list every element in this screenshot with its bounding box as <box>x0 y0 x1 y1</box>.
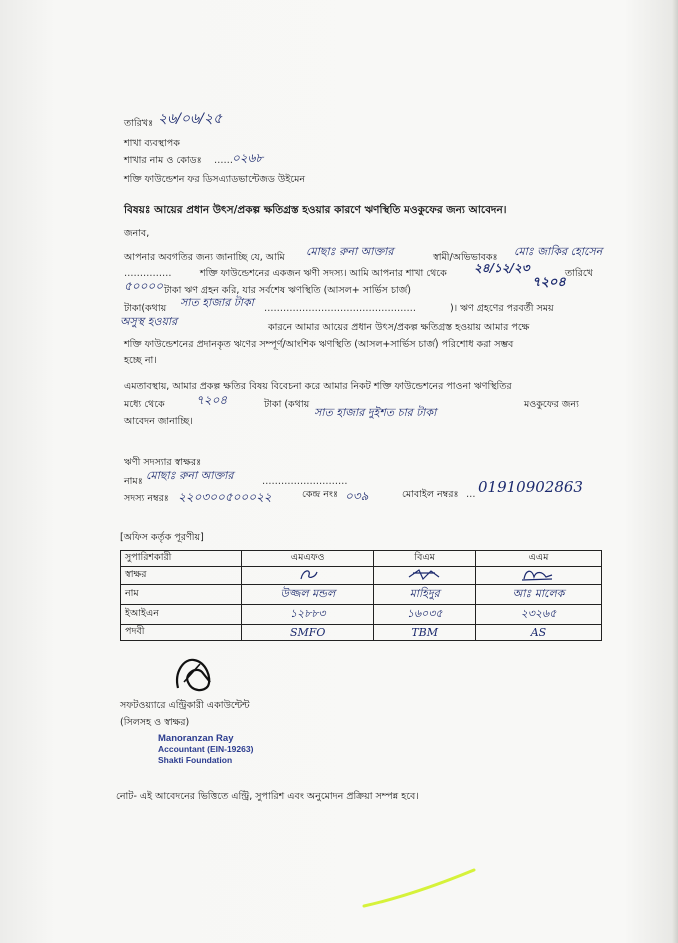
member-center-label: কেন্দ্র নংঃ <box>302 489 339 500</box>
branch-dots: …… <box>214 155 233 166</box>
p2-amount-hw: ৭২০৪ <box>196 393 228 407</box>
signature-cell <box>475 567 601 585</box>
table-cell: মাহিদুর <box>374 585 476 605</box>
p1-guardian-hw: মোঃ জাকির হোসেন <box>514 245 603 258</box>
table-header-cell: এএম <box>475 551 601 567</box>
table-header-cell: এমএফও <box>242 551 374 567</box>
p1-line5: কারনে আমার আয়ের প্রধান উৎস/প্রকল্প ক্ষতিগ্রস্ত হওয়ায় আমার পক্ষে <box>268 322 530 333</box>
table-row <box>121 567 602 585</box>
member-mobile-dots: … <box>466 489 476 500</box>
table-cell: ২৩২৬৫ <box>475 605 601 625</box>
highlighter-stroke <box>360 866 480 910</box>
signature-cell <box>374 567 476 585</box>
table-header-cell: সুপারিশকারী <box>121 551 242 567</box>
p2-line1: এমতাবস্থায়, আমার প্রকল্প ক্ষতির বিষয় বিবেচনা করে আমার নিকট শক্তি ফাউন্ডেশনের পাওনা ঋণস্থিতির <box>124 381 512 392</box>
mfo-signature-mark <box>293 567 323 581</box>
row-label: স্বাক্ষর <box>121 567 242 585</box>
member-mobile-label: মোবাইল নম্বরঃ <box>402 489 459 500</box>
p1-name-hw: মোছাঃ রুনা আক্তার <box>306 245 394 258</box>
table-row <box>121 625 602 641</box>
p2-line2-a: মধ্যে থেকে <box>124 399 165 410</box>
office-heading: [অফিস কর্তৃক পূরণীয়] <box>120 532 204 543</box>
member-name-label: নামঃ <box>124 476 143 487</box>
p2-line3: আবেদন জানাচ্ছি। <box>124 416 193 427</box>
table-header-row <box>121 551 602 567</box>
p1-line2-dots: …………… <box>124 268 172 279</box>
p1-line3: টাকা ঋণ গ্রহন করি, যার সর্বশেষ ঋণস্থিতি (আসল+ সার্ভিস চার্জ) <box>164 285 411 296</box>
p1-words-label: টাকা(কথায় <box>124 303 167 314</box>
member-number-hw: ২২০৩০০৫০০০২২ <box>178 490 272 504</box>
p1-line2-end: তারিখে <box>565 268 593 279</box>
member-number-label: সদস্য নম্বরঃ <box>124 493 169 504</box>
table-header-cell: বিএম <box>374 551 476 567</box>
table-cell: SMFO <box>242 625 374 641</box>
p1-line7: হচ্ছে না। <box>124 355 157 366</box>
p2-line2-c: মওকুফের জন্য <box>524 399 579 410</box>
table-cell: AS <box>475 625 601 641</box>
p1-words-hw: সাত হাজার টাকা <box>180 296 254 309</box>
accountant-signature <box>170 652 218 694</box>
member-mobile-hw: 01910902863 <box>478 478 583 496</box>
p1-line2: শক্তি ফাউন্ডেশনের একজন ঋণী সদস্য। আমি আপনার শাখা থেকে <box>200 268 447 279</box>
page-edge-shadow <box>672 0 678 943</box>
p1-line6: শক্তি ফাউন্ডেশনের প্রদানকৃত ঋণের সম্পূর্ণ/আংশিক ঋণস্থিতি (আসল+সার্ভিস চার্জ) পরিশোধ করা সম্ভব <box>124 339 514 350</box>
table-cell: উজ্জল মন্ডল <box>242 585 374 605</box>
table-cell: ১৬০৩৫ <box>374 605 476 625</box>
member-sign-label: ঋণী সদস্যার স্বাক্ষরঃ <box>124 457 202 468</box>
member-name-dots: ……………………… <box>262 476 348 487</box>
table-row <box>121 585 602 605</box>
accountant-stamp <box>158 733 253 766</box>
p1-words-dots: ………………………………………… <box>264 303 416 314</box>
p1-reason-hw: অসুস্থ হওয়ার <box>120 315 178 328</box>
accountant-title: সফটওয়্যারে এন্ট্রিকারী একাউন্টেন্ট <box>120 700 250 711</box>
member-center-hw: ০৩৯ <box>345 489 369 503</box>
table-row <box>121 605 602 625</box>
table-cell: আঃ মালেক <box>475 585 601 605</box>
row-label: নাম <box>121 585 242 605</box>
p2-line2-b: টাকা (কথায় <box>264 399 310 410</box>
p1-line4-end: )। ঋণ গ্রহণের পরবর্তী সময় <box>450 303 554 314</box>
row-label: পদবী <box>121 625 242 641</box>
branch-code-value: ০২৬৮ <box>232 151 264 165</box>
p1-balance-hw: ৭২০৪ <box>532 275 566 290</box>
branch-name-label: শাখার নাম ও কোডঃ <box>124 155 202 166</box>
p1-amount-hw: ৫০০০০ <box>124 279 163 293</box>
accountant-note: (সিলসহ ও স্বাক্ষর) <box>120 717 190 728</box>
date-label: তারিখঃ <box>124 118 154 129</box>
signature-cell <box>242 567 374 585</box>
p2-words-hw: সাত হাজার দুইশত চার টাকা <box>314 406 437 419</box>
stamp-org: Shakti Foundation <box>158 755 233 765</box>
footer-note: নোট- এই আবেদনের ভিত্তিতে এন্ট্রি, সুপারিশ এবং অনুমোদন প্রক্রিয়া সম্পন্ন হবে। <box>116 791 419 802</box>
table-cell: ১২৮৮৩ <box>242 605 374 625</box>
stamp-name: Manoranzan Ray <box>158 733 234 744</box>
table-cell: TBM <box>374 625 476 641</box>
salutation: জনাব, <box>124 228 150 239</box>
bm-signature-mark <box>405 567 445 581</box>
p1-guardian-label: স্বামী/অভিভাবকঃ <box>433 252 498 263</box>
branch-manager: শাখা ব্যবস্থাপক <box>124 138 180 149</box>
recommendation-table <box>120 550 602 641</box>
am-signature-mark <box>518 567 558 581</box>
subject-line: বিষয়ঃ আয়ের প্রধান উৎস/প্রকল্প ক্ষতিগ্রস্ত হওয়ার কারণে ঋণস্থিতি মওকুফের জন্য আবেদন। <box>124 204 507 216</box>
row-label: ইআইএন <box>121 605 242 625</box>
stamp-role: Accountant (EIN-19263) <box>158 744 254 754</box>
p1-line1: আপনার অবগতির জন্য জানাচ্ছি যে, আমি <box>124 252 285 263</box>
p1-loan-date-hw: ২৪/১২/২৩ <box>474 261 530 275</box>
member-name-hw: মোছাঃ রুনা আক্তার <box>146 469 234 482</box>
date-value: ২৬/০৬/২৫ <box>158 111 223 127</box>
org-line: শক্তি ফাউন্ডেশন ফর ডিসএ্যাডভান্টেজড উইমেন <box>124 174 306 185</box>
